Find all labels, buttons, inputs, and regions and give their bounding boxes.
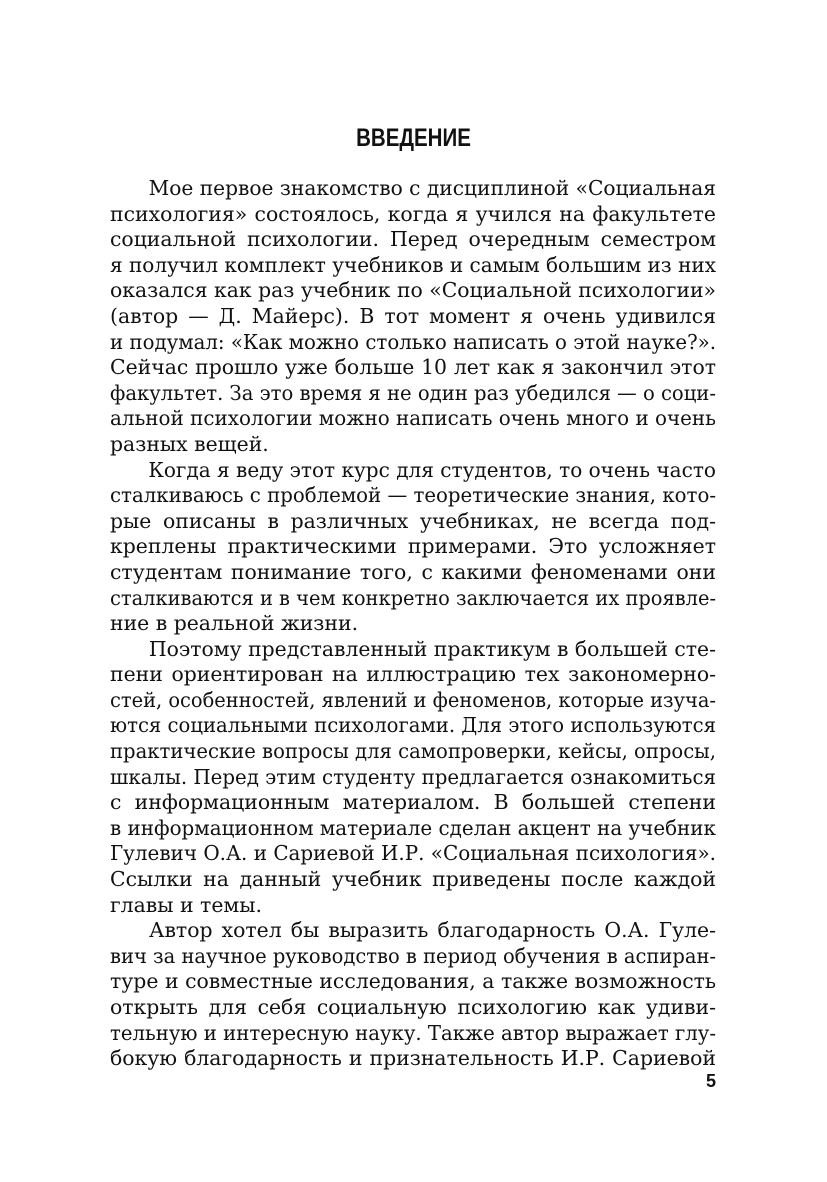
text-line: Когда я веду этот курс для студентов, то очень часто — [148, 457, 716, 482]
text-line: сталкиваюсь с проблемой — теоретические знания, кото- — [110, 483, 716, 508]
text-line: социальной психологии. Перед очередным семестром — [110, 227, 716, 252]
text-line: практические вопросы для самопроверки, кейсы, опросы, — [110, 739, 717, 764]
text-line: открыть для себя социальную психологию как удиви- — [110, 995, 716, 1019]
text-line: я получил комплект учебников и самым большим из них — [110, 252, 716, 277]
page-number: 5 — [705, 1071, 716, 1091]
paragraph-2 — [110, 458, 716, 637]
paragraph-3 — [110, 637, 716, 919]
chapter-heading: ВВЕДЕНИЕ — [356, 124, 471, 152]
text-line: Автор хотел бы выразить благодарность О.А. Гуле- — [149, 918, 716, 943]
text-line: шкалы. Перед этим студенту предлагается ознакомиться — [110, 764, 716, 789]
paragraph-4 — [110, 918, 716, 1072]
text-line: ются социальными психологами. Для этого используются — [110, 713, 717, 738]
text-line: рые описаны в различных учебниках, не всегда под- — [110, 508, 716, 533]
text-line: (автор — Д. Майерс). В тот момент я очень удивился — [110, 303, 716, 328]
text-line: вич за научное руководство в период обучения в аспиран- — [110, 943, 717, 968]
text-line: факультет. За это время я не один раз убедился — о соци- — [110, 380, 716, 405]
text-line: стей, особенностей, явлений и феноменов, которые изуча- — [110, 687, 717, 712]
text-line: туре и совместные исследования, а также возможность — [110, 969, 716, 994]
text-line: Мое первое знакомство с дисциплиной «Социальная — [148, 176, 716, 200]
text-line: психология» состоялось, когда я учился на факультете — [110, 201, 716, 226]
text-line: сталкиваются и в чем конкретно заключается их проявле- — [110, 585, 717, 610]
text-line: разных вещей. — [110, 431, 269, 456]
text-line: главы и темы. — [110, 892, 262, 917]
text-line: Поэтому представленный практикум в большей сте- — [148, 636, 716, 661]
text-line: креплены практическими примерами. Это усложняет — [110, 534, 716, 559]
text-line: Гулевич О.А. и Сариевой И.Р. «Социальная психология». — [110, 841, 717, 866]
text-line: пени ориентирован на иллюстрацию тех закономерно- — [110, 662, 716, 687]
text-line: Сейчас прошло уже больше 10 лет как я закончил этот — [110, 355, 716, 380]
text-line: и подумал: «Как можно столько написать о этой науке?». — [110, 329, 717, 354]
text-line: в информационном материале сделан акцент на учебник — [110, 815, 716, 840]
body-text — [110, 176, 716, 1072]
text-line: ние в реальной жизни. — [110, 611, 359, 636]
paragraph-1 — [110, 176, 716, 458]
text-line: с информационным материалом. В большей степени — [110, 790, 716, 815]
text-line: студентам понимание того, с какими феноменами они — [110, 559, 716, 584]
text-line: бокую благодарность и признательность И.Р. Сариевой — [110, 1046, 716, 1071]
text-line: альной психологии можно написать очень много и очень — [110, 406, 716, 431]
text-line: Ссылки на данный учебник приведены после каждой — [110, 867, 716, 892]
text-line: оказался как раз учебник по «Социальной психологии» — [110, 278, 716, 303]
text-line: тельную и интересную науку. Также автор выражает глу- — [110, 1020, 716, 1045]
